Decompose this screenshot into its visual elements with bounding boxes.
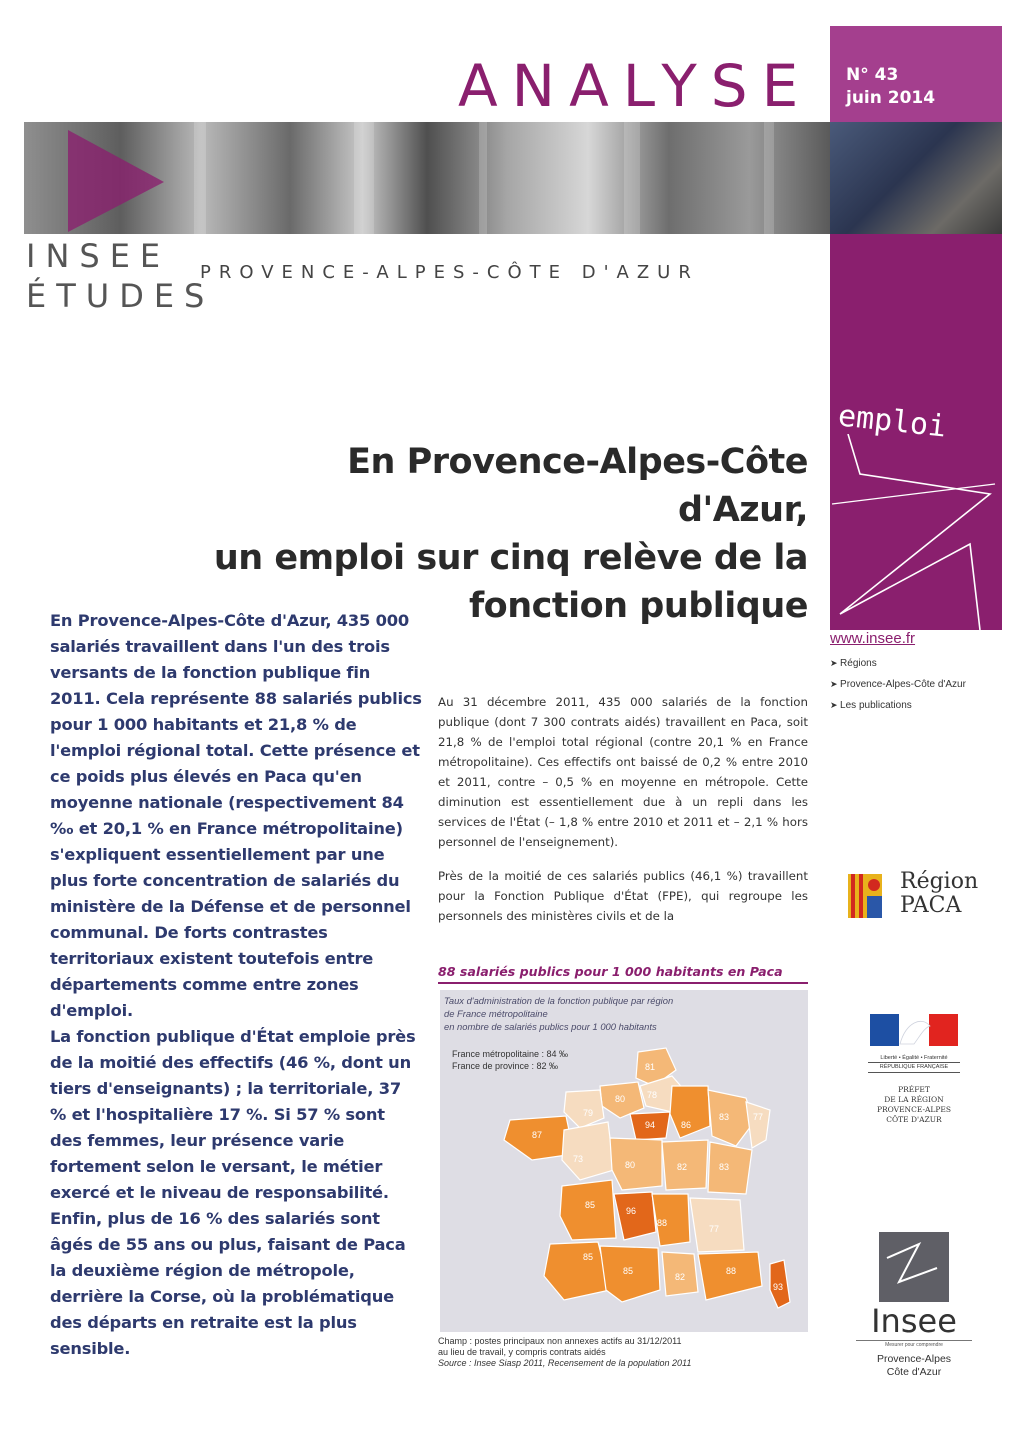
page-title [210,438,808,630]
stat-province: France de province : 82 ‰ [452,1061,559,1071]
lead-summary [50,608,422,1362]
body-paragraph-2: Près de la moitié de ces salariés publics (46,1 %) travaillent pour la Fonction Publique d'État (FPE), qui regroupe les personnels des ministères civils et de la [438,869,808,923]
link-paca[interactable]: ➤ Provence-Alpes-Côte d'Azur [830,674,1010,695]
brand-line-insee: INSEE [26,237,171,275]
region-paca-text [900,870,978,918]
site-link[interactable]: www.insee.fr [830,630,916,647]
prefet-line-1: PRÉFET [898,1085,930,1094]
lead-paragraph-1: En Provence-Alpes-Côte d'Azur, 435 000 salariés travaillent dans l'un des trois versants de la fonction publique fin 2011. Cela représente 88 salariés publics pour 1 000 habitants et 21,8 % de l'emploi régional total. Cette présence et ce poids plus élevés en Paca qu'en moyenne nationale (respectivement 84 ‰ et 20,1 % en France métropolitaine) s'expliquent essentiellement par une plus forte concentration de salariés du ministère de la Défense et de personnel communal. De forts contrastes territoriaux existent toutefois entre départements comme entre zones d'emploi. [50,611,422,1020]
map-region-value: 96 [625,1206,637,1216]
map-region-value: 80 [614,1094,626,1104]
map-region-value: 83 [718,1162,730,1172]
insee-region-line-2: Côte d'Azur [886,1366,942,1378]
map-note-1: Champ : postes principaux non annexes actifs au 31/12/2011 [438,1336,682,1346]
link-publications[interactable]: ➤ Les publications [830,695,1010,716]
insee-logo [856,1232,972,1379]
issue-box [830,26,1002,122]
series-title: ANALYSE [458,52,813,120]
insee-region-line-1: Provence-Alpes [876,1353,952,1365]
map-region [746,1102,770,1148]
map-region-value: 93 [772,1282,784,1292]
brand-line-etudes: ÉTUDES [26,277,215,315]
prefet-logo [868,1014,960,1125]
map-region-value: 77 [708,1224,720,1234]
map-region-value: 85 [584,1200,596,1210]
prefet-line-2: DE LA RÉGION [884,1095,944,1104]
brand-insee-etudes [26,236,214,316]
map-region-value: 86 [680,1120,692,1130]
header-photo-worker [830,122,1002,234]
issue-date: juin 2014 [846,88,936,108]
body-text [438,692,808,940]
map-region-value: 73 [572,1154,584,1164]
stat-metropole: France métropolitaine : 84 ‰ [452,1049,569,1059]
map-region-value: 94 [644,1120,656,1130]
map-region-value: 78 [646,1090,658,1100]
map-subtitle-2: de France métropolitaine [444,1008,548,1019]
map-region-value: 82 [674,1272,686,1282]
lead-paragraph-2: La fonction publique d'État emploie près de la moitié des effectifs (46 %, dont un tiers d'enseignants) ; la territoriale, 37 % et l'hospitalière 17 %. Si 57 % sont des femmes, leur présence varie fortement selon le versant, le métier exercé et le niveau de responsabilité. Enfin, plus de 16 % des salariés sont âgés de 55 ans ou plus, faisant de Paca la deuxième région de métropole, derrière la Corse, où la problématique des départs en retraite est la plus sensible. [50,1027,416,1358]
theme-panel [830,234,1002,630]
marianne-icon [870,1014,958,1046]
body-paragraph-1: Au 31 décembre 2011, 435 000 salariés de la fonction publique (dont 7 300 contrats aidés) travaillent en Paca, soit 21,8 % de l'emploi total régional (contre 20,1 % en France métropolitaine). Ces effectifs ont baissé de 0,2 % entre 2010 et 2011, contre – 0,5 % en moyenne en métropole. Cette diminution est essentiellement due à un repli dans les services de l'État (– 1,8 % entre 2010 et 2011 et – 2,1 % hors personnel de l'enseignement). [438,695,808,849]
prefet-motto: Liberté • Égalité • Fraternité [880,1055,948,1061]
france-map [440,990,808,1332]
map-panel [440,990,808,1332]
title-line-3: fonction publique [468,586,808,626]
region-word: Région [900,869,979,894]
insee-triangle-icon [60,126,170,236]
title-line-2: un emploi sur cinq relève de la [213,538,808,578]
prefet-republique: RÉPUBLIQUE FRANÇAISE [868,1062,960,1073]
map-notes [438,1336,818,1369]
insee-region [856,1353,972,1379]
map-region [614,1192,656,1240]
map-source: Source : Insee Siasp 2011, Recensement de la population 2011 [438,1358,692,1368]
prefet-line-4: CÔTE D'AZUR [886,1115,942,1124]
paca-emblem-icon [848,874,882,918]
map-note-2: au lieu de travail, y compris contrats aidés [438,1347,606,1357]
map-subtitle-1: Taux d'administration de la fonction publique par région [444,995,674,1006]
map-region-value: 88 [725,1266,737,1276]
region-paca-logo [848,870,998,926]
map-region-value: 85 [622,1266,634,1276]
map-region-value: 85 [582,1252,594,1262]
web-links [830,630,1010,716]
map-region [708,1142,752,1194]
map-region-value: 77 [752,1112,764,1122]
map-subtitle-3: en nombre de salariés publics pour 1 000 habitants [444,1021,657,1032]
prefet-line-3: PROVENCE-ALPES [876,1105,952,1114]
region-name: PROVENCE-ALPES-CÔTE D'AZUR [200,262,699,283]
map-region [708,1090,754,1146]
map-region-value: 81 [644,1062,656,1072]
theme-z-graphic-icon [830,434,1002,630]
link-regions[interactable]: ➤ Régions [830,653,1010,674]
theme-label: emploi [836,398,948,445]
map-region [698,1252,762,1300]
map-region-value: 80 [624,1160,636,1170]
paca-word: PACA [900,893,962,918]
insee-tagline: Mesurer pour comprendre [856,1340,972,1349]
map-region-value: 88 [656,1218,668,1228]
map-region-value: 87 [531,1130,543,1140]
map-region-value: 83 [718,1112,730,1122]
map-region-value: 82 [676,1162,688,1172]
map-title: 88 salariés publics pour 1 000 habitants en Paca [438,964,808,984]
map-region [670,1086,710,1138]
map-region-value: 79 [582,1108,594,1118]
map-region [560,1180,616,1240]
insee-mark-icon [879,1232,949,1302]
issue-number: N° 43 [846,65,899,85]
prefet-text [868,1085,960,1125]
map-region [610,1138,662,1190]
map-region [562,1122,614,1180]
insee-wordmark: Insee [871,1302,957,1340]
title-line-1: En Provence-Alpes-Côte d'Azur, [347,442,808,530]
